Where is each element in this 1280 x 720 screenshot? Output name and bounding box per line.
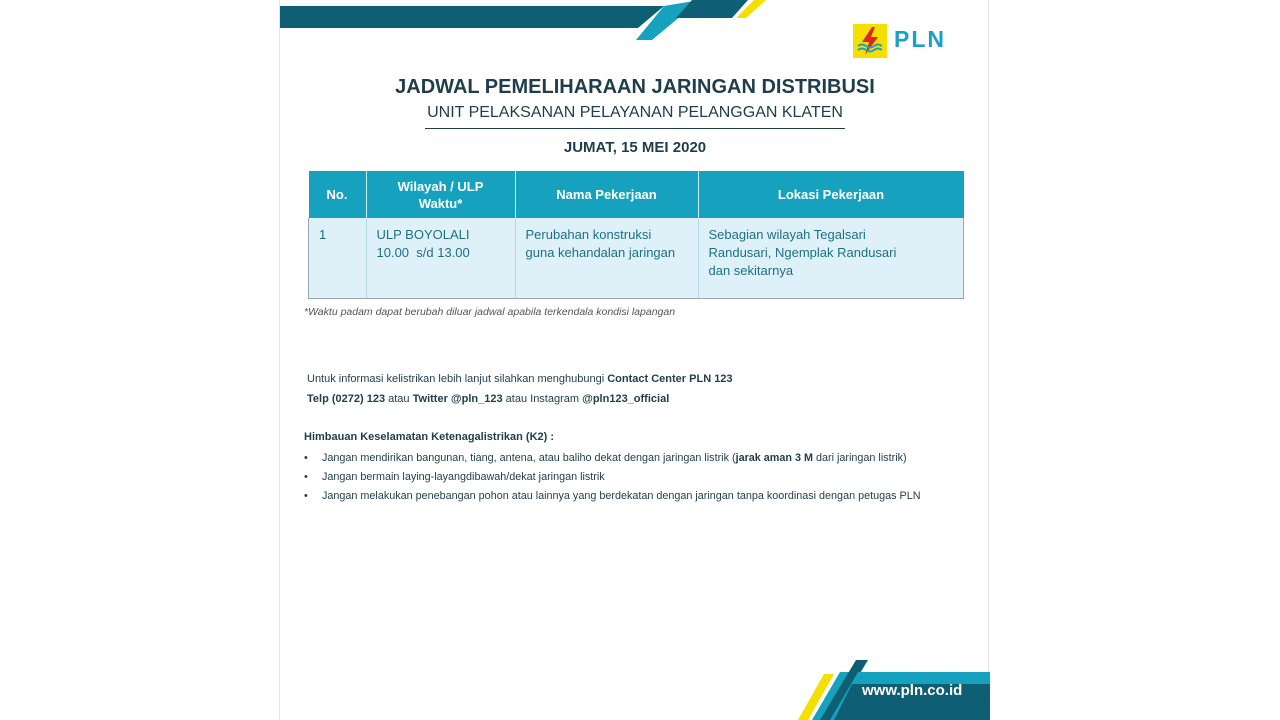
- cell-waktu: 10.00 s/d 13.00: [376, 245, 470, 260]
- cell-no: 1: [309, 218, 367, 299]
- cell-pekerjaan: Perubahan konstruksi guna kehandalan jaringan: [515, 218, 698, 299]
- safety-item-3: Jangan melakukan penebangan pohon atau lainnya yang berdekatan dengan jaringan tanpa koordinasi dengan petugas PLN: [322, 490, 921, 502]
- safety-item-1-post: dari jaringan listrik): [813, 452, 907, 464]
- twitter-text: Twitter @pln_123: [412, 393, 503, 405]
- safety-item-1-bold: jarak aman 3 M: [735, 452, 813, 464]
- cell-lokasi: Sebagian wilayah Tegalsari Randusari, Ngemplak Randusari dan sekitarnya: [698, 218, 964, 299]
- website-link[interactable]: www.pln.co.id: [862, 682, 963, 699]
- atau-instagram-text: atau Instagram: [505, 393, 580, 405]
- bullet-icon: •: [304, 471, 308, 483]
- subtitle-underline: [425, 128, 845, 129]
- contact-intro-text: Untuk informasi kelistrikan lebih lanjut silahkan menghubungi: [307, 373, 605, 385]
- bullet-icon: •: [304, 490, 308, 502]
- column-header-wilayah: [366, 171, 515, 218]
- page-title: JADWAL PEMELIHARAAN JARINGAN DISTRIBUSI: [395, 76, 875, 98]
- safety-item-1-pre: Jangan mendirikan bangunan, tiang, antena, atau baliho dekat dengan jaringan listrik (: [322, 452, 736, 464]
- document-page: [279, 0, 989, 720]
- column-header-no: No.: [309, 171, 367, 218]
- cell-ulp: ULP BOYOLALI: [376, 227, 470, 242]
- page-subtitle: UNIT PELAKSANAN PELAYANAN PELANGGAN KLATEN: [427, 104, 843, 121]
- safety-title: Himbauan Keselamatan Ketenagalistrikan (K2) :: [304, 431, 555, 443]
- column-header-wilayah-label: Wilayah / ULP: [397, 178, 484, 194]
- atau-text-1: atau: [388, 393, 410, 405]
- bullet-icon: •: [304, 452, 308, 464]
- contact-line-2: [307, 389, 733, 409]
- lightning-logo-icon: [853, 24, 887, 58]
- list-item: [304, 487, 954, 506]
- list-item: [304, 468, 954, 487]
- cell-wilayah: [366, 218, 515, 299]
- contact-line-1: [307, 369, 733, 389]
- logo-wordmark: PLN: [894, 26, 946, 52]
- schedule-table: [308, 171, 964, 299]
- telp-text: Telp (0272) 123: [307, 393, 386, 405]
- safety-list: [304, 449, 954, 506]
- safety-item-2: Jangan bermain laying-layangdibawah/dekat jaringan listrik: [322, 471, 605, 483]
- table-row: [309, 218, 964, 299]
- contact-center-text: Contact Center PLN 123: [607, 373, 733, 385]
- pln-logo: [853, 22, 963, 60]
- schedule-date: JUMAT, 15 MEI 2020: [563, 139, 707, 156]
- contact-info: [307, 369, 733, 409]
- footnote: *Waktu padam dapat berubah diluar jadwal apabila terkendala kondisi lapangan: [304, 306, 676, 318]
- table-header-row: [309, 171, 964, 218]
- top-band-dark: [280, 6, 664, 28]
- column-header-waktu-label: Waktu*: [418, 195, 463, 211]
- column-header-pekerjaan: Nama Pekerjaan: [515, 171, 698, 218]
- list-item: [304, 449, 954, 468]
- instagram-text: @pln123_official: [582, 393, 670, 405]
- column-header-lokasi: Lokasi Pekerjaan: [698, 171, 964, 218]
